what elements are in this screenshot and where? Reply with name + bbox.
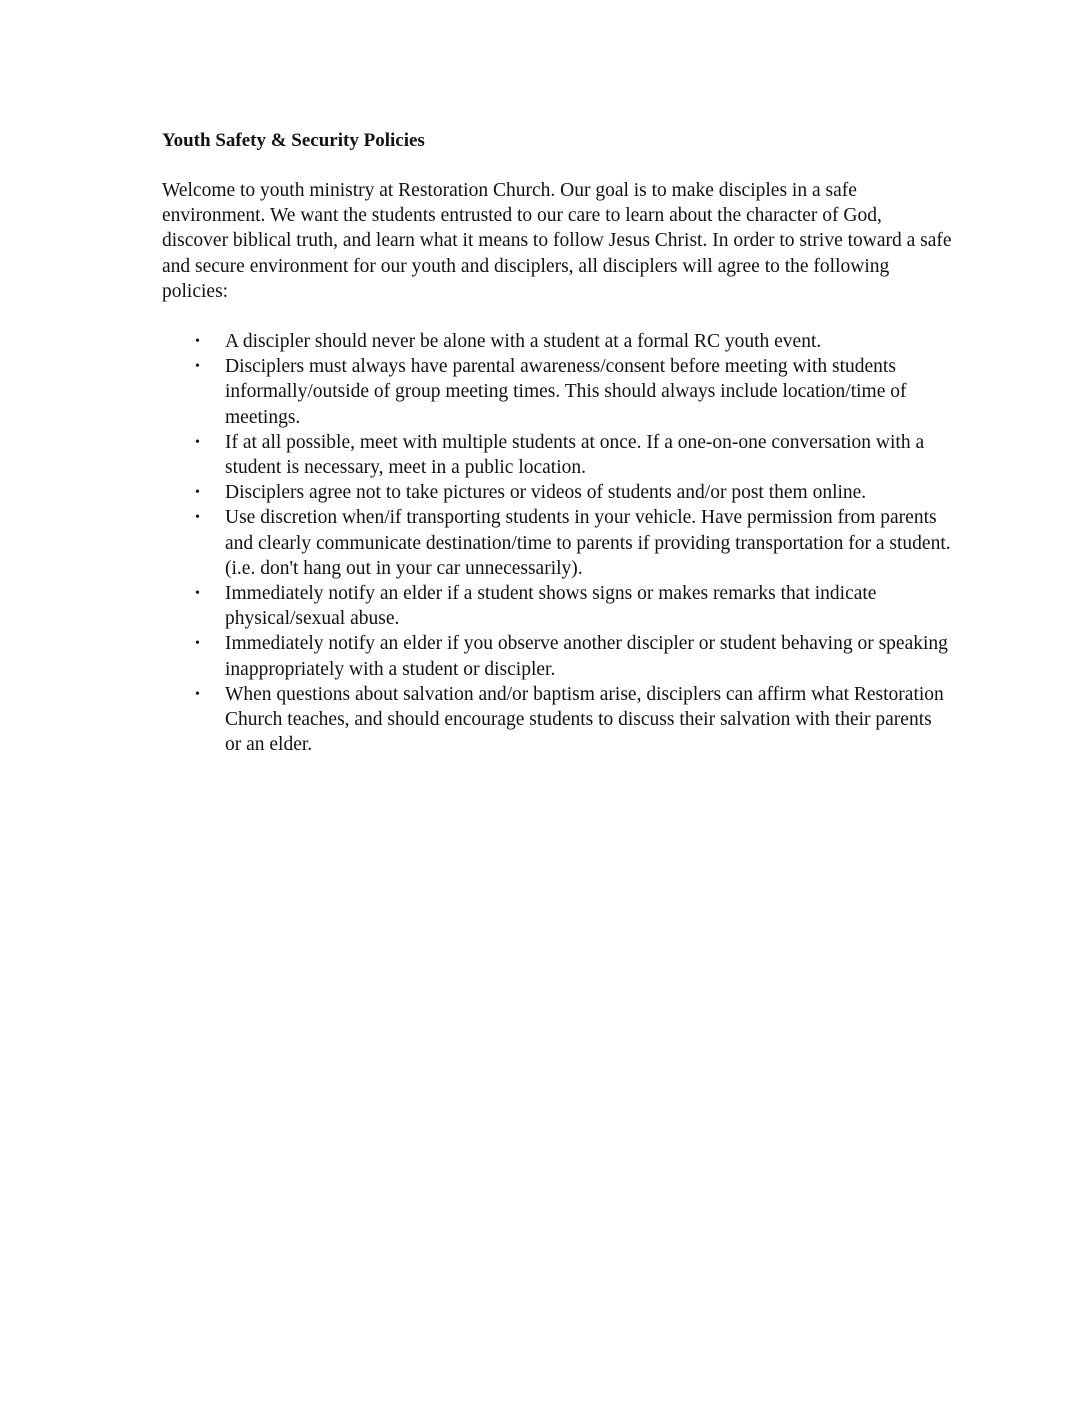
policy-item xyxy=(162,480,952,505)
policy-item xyxy=(162,682,952,758)
intro-paragraph: Welcome to youth ministry at Restoration Church. Our goal is to make disciples in a safe environment. We want the students entrusted to our care to learn about the character of God, discover biblical truth, and learn what it means to follow Jesus Christ. In order to strive toward a safe and secure environment for our youth and disciplers, all disciplers will agree to the following policies: xyxy=(162,180,952,302)
bullet-icon: • xyxy=(195,636,200,652)
policy-text: Disciplers must always have parental awareness/consent before meeting with students informally/outside of group meeting times. This should always include location/time of meetings. xyxy=(225,356,907,428)
policy-item xyxy=(162,329,952,354)
bullet-icon: • xyxy=(195,359,200,375)
bullet-icon: • xyxy=(195,586,200,602)
bullet-icon: • xyxy=(195,485,200,501)
policy-item xyxy=(162,505,952,581)
policy-text: Disciplers agree not to take pictures or videos of students and/or post them online. xyxy=(225,482,867,504)
policy-item xyxy=(162,430,952,480)
policy-item xyxy=(162,354,952,430)
bullet-icon: • xyxy=(195,434,200,450)
document-body xyxy=(162,128,952,757)
policy-text: If at all possible, meet with multiple students at once. If a one-on-one conversation with a student is necessary, meet in a public location. xyxy=(225,431,925,479)
policy-text: When questions about salvation and/or baptism arise, disciplers can affirm what Restoration Church teaches, and should encourage students to discuss their salvation with their parents or an elder. xyxy=(225,683,944,756)
bullet-icon: • xyxy=(195,510,200,526)
document-title: Youth Safety & Security Policies xyxy=(162,130,425,151)
policy-text: Use discretion when/if transporting students in your vehicle. Have permission from parents and clearly communicate destination/time to parents if providing transportation for a student. (i.e. don't hang out in your car unnecessarily). xyxy=(225,507,951,579)
policy-text: A discipler should never be alone with a student at a formal RC youth event. xyxy=(225,331,822,353)
policy-list xyxy=(162,329,952,757)
policy-item xyxy=(162,631,952,681)
policy-text: Immediately notify an elder if you observe another discipler or student behaving or speaking inappropriately with a student or discipler. xyxy=(225,633,948,680)
bullet-icon: • xyxy=(195,334,200,350)
policy-item xyxy=(162,581,952,631)
policy-text: Immediately notify an elder if a student shows signs or makes remarks that indicate physical/sexual abuse. xyxy=(225,583,877,630)
bullet-icon: • xyxy=(195,686,200,702)
